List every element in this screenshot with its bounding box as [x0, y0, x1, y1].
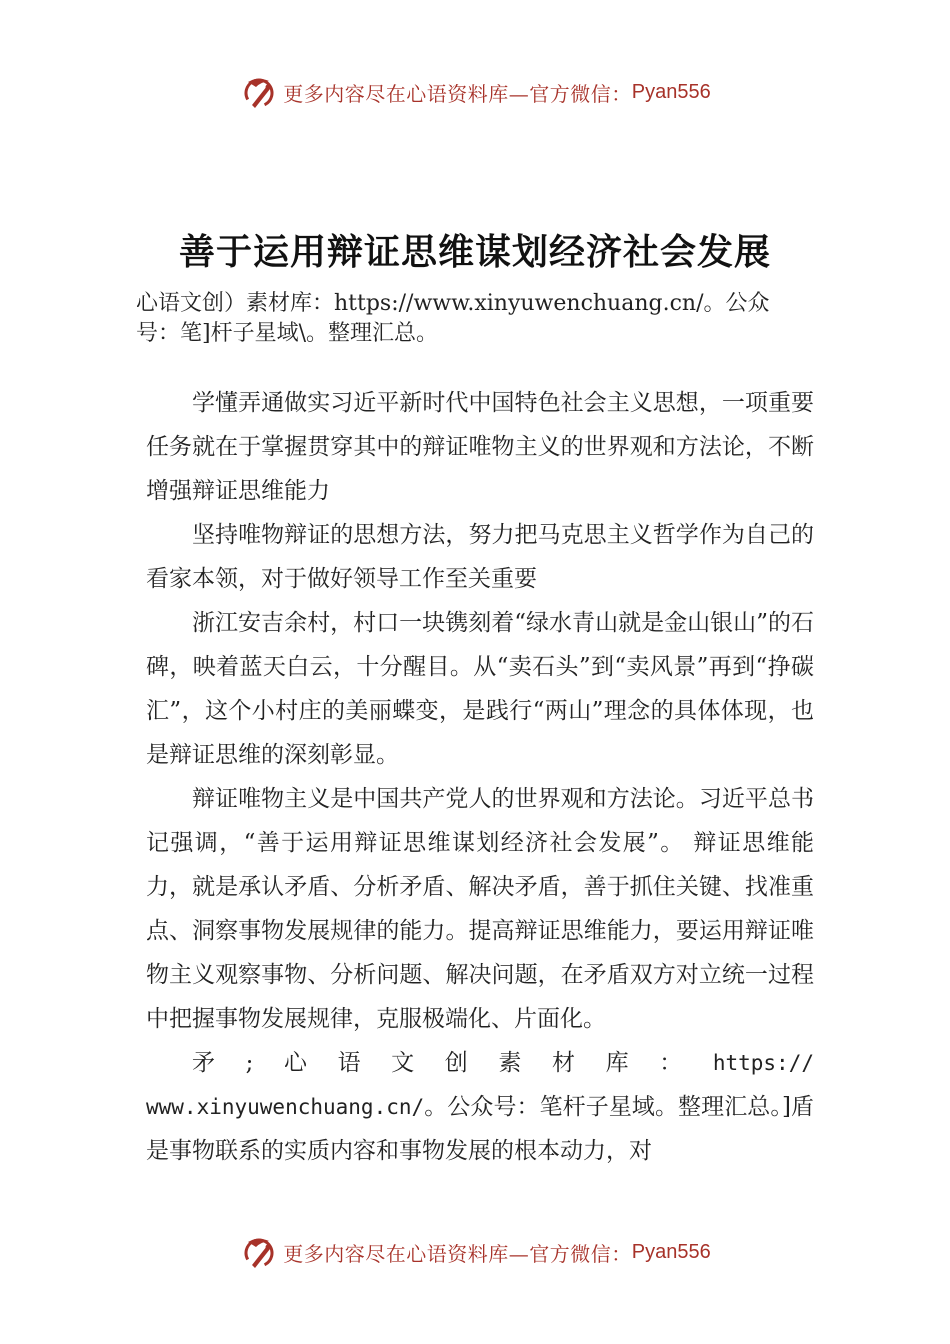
paragraph-2: 坚持唯物辩证的思想方法，努力把马克思主义哲学作为自己的看家本领，对于做好领导工作至关重要 [146, 522, 814, 592]
source-note [136, 289, 836, 349]
paragraph-5-url: https:// www.xinyuwenchuang.cn/ [146, 1051, 814, 1119]
paragraph-4: 辩证唯物主义是中国共产党人的世界观和方法论。习近平总书记强调，“善于运用辩证思维谋划经济社会发展”。 辩证思维能力，就是承认矛盾、分析矛盾、解决矛盾，善于抓住关键、找准重点、洞察事物发展规律的能力。提高辩证思维能力，要运用辩证唯物主义观察事物、分析问题、解决问题，在矛盾双方对立统一过程中把握事物发展规律，克服极端化、片面化。 [146, 786, 814, 1032]
banner-wechat-id: Pyan556 [631, 80, 711, 103]
document-body [146, 381, 814, 1173]
banner-text: 更多内容尽在心语资料库—官方微信： [283, 81, 632, 106]
source-note-line-2: 号：笔]杆子星域\。整理汇总。 [136, 321, 438, 346]
footer-banner [0, 1230, 950, 1274]
source-note-line-1: 心语文创）素材库：https://www.xinyuwenchuang.cn/。公众 [136, 291, 770, 316]
brand-logo-icon [239, 1232, 279, 1272]
document-title: 善于运用辩证思维谋划经济社会发展 [178, 231, 771, 273]
paragraph-3: 浙江安吉余村，村口一块镌刻着“绿水青山就是金山银山”的石碑，映着蓝天白云，十分醒目。从“卖石头”到“卖风景”再到“挣碳汇”，这个小村庄的美丽蝶变，是践行“两山”理念的具体体现，也是辩证思维的深刻彰显。 [146, 610, 814, 768]
brand-logo-icon [239, 72, 279, 112]
paragraph-5-rest: 。公众号：笔杆子星域。整理汇总。]盾是事物联系的实质内容和事物发展的根本动力，对 [146, 1094, 814, 1164]
paragraph-1: 学懂弄通做实习近平新时代中国特色社会主义思想，一项重要任务就在于掌握贯穿其中的辩证唯物主义的世界观和方法论，不断增强辩证思维能力 [146, 390, 814, 504]
header-banner [0, 70, 950, 114]
paragraph-5 [146, 1041, 814, 1173]
banner-text: 更多内容尽在心语资料库—官方微信： [283, 1241, 632, 1266]
paragraph-5-lead: 矛;心语文创素材库： [192, 1050, 713, 1076]
banner-wechat-id: Pyan556 [631, 1240, 711, 1263]
